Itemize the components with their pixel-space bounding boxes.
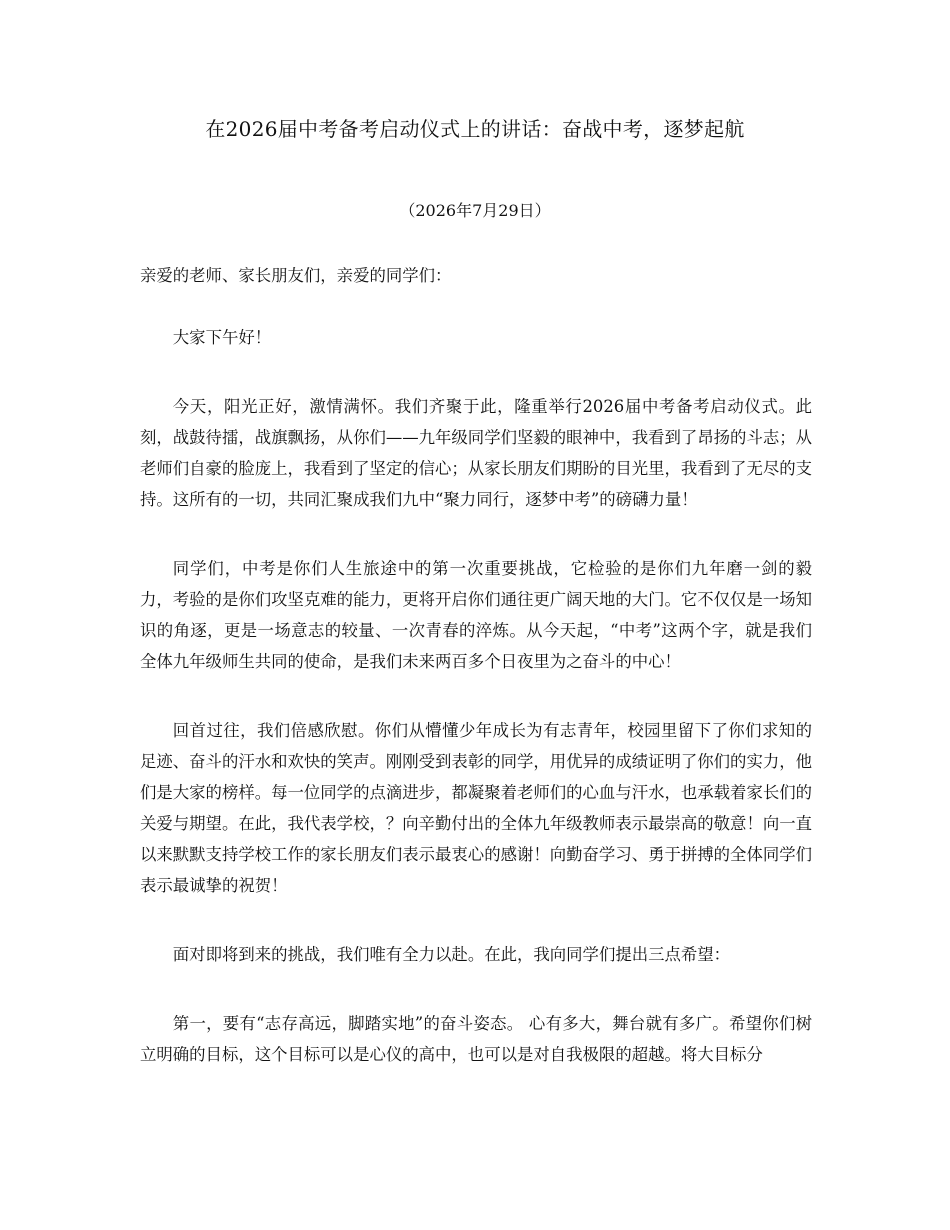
body-paragraph: 今天，阳光正好，激情满怀。我们齐聚于此，隆重举行2026届中考备考启动仪式。此刻，战鼓待擂，战旗飘扬，从你们——九年级同学们坚毅的眼神中，我看到了昂扬的斗志；从老师们自豪的脸庞上，我看到了坚定的信心；从家长朋友们期盼的目光里，我看到了无尽的支持。这所有的一切，共同汇聚成我们九中“聚力同行，逐梦中考”的磅礴力量！ <box>140 397 813 509</box>
document-title: 在2026届中考备考启动仪式上的讲话：奋战中考，逐梦起航 <box>205 117 745 141</box>
body-paragraph: 第一，要有“志存高远，脚踏实地”的奋斗姿态。 心有多大，舞台就有多广。希望你们树立明确的目标，这个目标可以是心仪的高中，也可以是对自我极限的超越。将大目标分 <box>140 1014 812 1064</box>
greeting-paragraph: 大家下午好！ <box>172 328 272 347</box>
body-paragraph: 同学们，中考是你们人生旅途中的第一次重要挑战，它检验的是你们九年磨一剑的毅力，考验的是你们攻坚克难的能力，更将开启你们通往更广阔天地的大门。它不仅仅是一场知识的角逐，更是一场意志的较量、一次青春的淬炼。从今天起，“中考”这两个字，就是我们全体九年级师生共同的使命，是我们未来两百多个日夜里为之奋斗的中心！ <box>140 559 813 671</box>
body-paragraph: 回首过往，我们倍感欣慰。你们从懵懂少年成长为有志青年，校园里留下了你们求知的足迹、奋斗的汗水和欢快的笑声。刚刚受到表彰的同学，用优异的成绩证明了你们的实力，他们是大家的榜样。每一位同学的点滴进步，都凝聚着老师们的心血与汗水，也承载着家长们的关爱与期望。在此，我代表学校，？向辛勤付出的全体九年级教师表示最崇高的敬意！向一直以来默默支持学校工作的家长朋友们表示最衷心的感谢！向勤奋学习、勇于拼搏的全体同学们表示最诚挚的祝贺！ <box>140 721 813 895</box>
body-paragraph: 面对即将到来的挑战，我们唯有全力以赴。在此，我向同学们提出三点希望： <box>172 945 731 964</box>
speech-date: （2026年7月29日） <box>399 201 551 220</box>
salutation-paragraph: 亲爱的老师、家长朋友们，亲爱的同学们： <box>140 266 452 285</box>
document-body <box>140 260 812 1108</box>
